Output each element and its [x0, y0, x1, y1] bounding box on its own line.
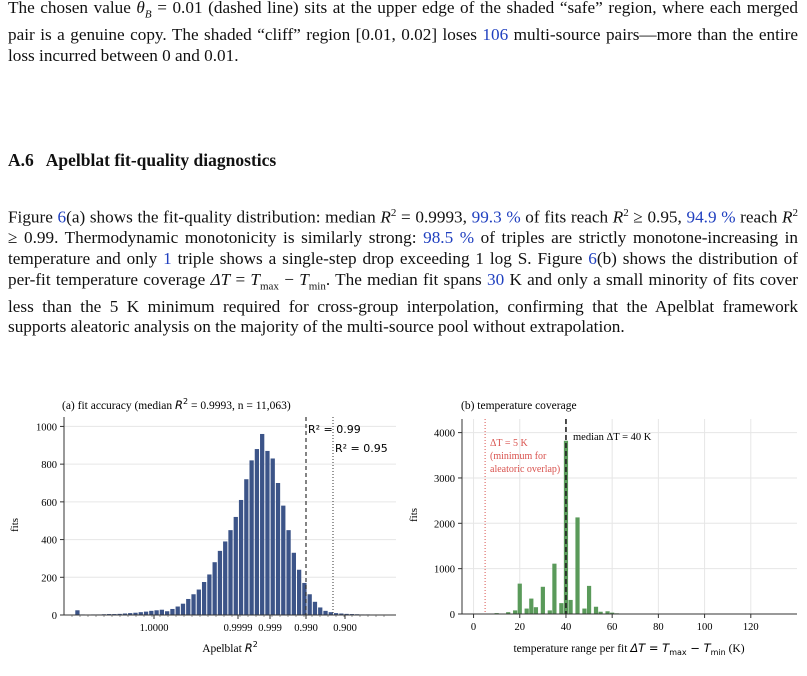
coverage-bar: [518, 584, 522, 614]
histogram-bar: [144, 612, 148, 615]
coverage-bar: [529, 599, 533, 614]
figure-caption-cropped: [8, 668, 798, 676]
figure-ref-link-2[interactable]: 6: [588, 248, 597, 268]
histogram-bar: [292, 553, 296, 615]
coverage-bar: [575, 517, 579, 614]
histogram-bar: [281, 506, 285, 615]
r2-099-label: R² = 0.99: [308, 423, 361, 436]
histogram-bar: [228, 530, 232, 615]
coverage-bar: [534, 607, 538, 614]
panel-b-xticks: [471, 614, 759, 633]
coverage-bar: [513, 610, 517, 614]
panel-b-figure: [405, 395, 805, 665]
min-label-1: ΔT = 5 K: [490, 438, 528, 449]
y-tick-label: 400: [41, 535, 57, 547]
y-tick-label: 200: [41, 573, 57, 585]
histogram-bar: [165, 611, 169, 615]
histogram-bar: [286, 530, 290, 615]
panel-a-figure: [0, 395, 400, 665]
histogram-bar: [313, 602, 317, 615]
section-heading: [8, 150, 276, 171]
min-label-2: (minimum for: [490, 451, 547, 462]
coverage-bar: [552, 564, 556, 614]
histogram-bar: [223, 541, 227, 615]
x-tick-label: 60: [606, 622, 618, 633]
histogram-bar: [170, 609, 174, 615]
x-tick-label: 0.9999: [223, 623, 253, 634]
x-tick-label: 120: [742, 622, 759, 633]
count-link[interactable]: 1: [163, 248, 172, 268]
histogram-bar: [213, 562, 217, 615]
pct-link-3[interactable]: 98.5 %: [423, 228, 475, 248]
x-tick-label: 0: [470, 622, 477, 633]
coverage-bar: [559, 603, 563, 614]
panel-a-title: (a) fit accuracy (median $R^2 = 0.9993$, n = 11,063): [62, 397, 291, 412]
x-tick-label: 20: [514, 622, 526, 633]
histogram-bar: [154, 610, 158, 615]
histogram-bar: [276, 483, 280, 615]
pct-link-1[interactable]: 99.3 %: [471, 207, 521, 227]
histogram-bar: [160, 610, 164, 615]
loss-count-link[interactable]: 106: [482, 25, 509, 45]
x-tick-label: 0.900: [333, 623, 357, 634]
histogram-bar: [239, 500, 243, 615]
median-span-link[interactable]: 30: [487, 269, 505, 289]
x-tick-label: 1.0000: [139, 623, 169, 634]
coverage-bar: [541, 587, 545, 614]
panel-a-ylabel: fits: [9, 517, 21, 533]
x-tick-label: 100: [696, 622, 713, 633]
histogram-bar: [249, 460, 253, 615]
histogram-bar: [207, 574, 211, 615]
median-label: median ΔT = 40 K: [573, 432, 652, 443]
x-tick-label: 40: [560, 622, 572, 633]
histogram-bar: [265, 451, 269, 615]
y-tick-label: 600: [41, 497, 57, 509]
coverage-bar: [594, 607, 598, 614]
coverage-bar: [587, 586, 591, 614]
panel-a-bars: [70, 434, 391, 615]
histogram-bar: [186, 599, 190, 615]
coverage-bar: [568, 600, 572, 614]
y-tick-label: 0: [449, 610, 455, 621]
histogram-bar: [181, 604, 185, 615]
histogram-bar: [255, 449, 259, 615]
coverage-bar: [548, 610, 552, 614]
panel-b-ylabel: fits: [408, 507, 420, 523]
panel-b-xlabel: temperature range per fit $\Delta T = T_{max} - T_{min}$ (K): [513, 641, 745, 657]
min-label-3: aleatoric overlap): [490, 464, 561, 475]
histogram-bar: [308, 594, 312, 615]
histogram-bar: [297, 570, 301, 615]
coverage-bar: [582, 609, 586, 614]
y-tick-label: 1000: [36, 422, 57, 434]
histogram-bar: [260, 434, 264, 615]
histogram-bar: [318, 607, 322, 615]
y-tick-label: 800: [41, 460, 57, 472]
pct-link-2[interactable]: 94.9 %: [686, 207, 736, 227]
y-tick-label: 3000: [434, 473, 455, 485]
prev-paragraph: The chosen value $\theta_B = 0.01$ (dashed line) sits at the upper edge of the shaded “safe” region, where each merged pair is a genuine copy. The shaded “cliff” region [0.01, 0.02] loses 106 multi-source pairs—more than the entire loss incurred between 0 and 0.01.: [8, 0, 799, 65]
histogram-bar: [234, 517, 238, 615]
panel-a-xticks: [72, 615, 384, 634]
panel-a-yticks: [36, 422, 64, 622]
section-title: Apelblat fit-quality diagnostics: [45, 150, 277, 170]
histogram-bar: [176, 607, 180, 615]
panel-a-xlabel: Apelblat $R^2$: [202, 640, 258, 655]
x-tick-label: 0.999: [258, 623, 282, 634]
histogram-bar: [218, 551, 222, 615]
section-number: A.6: [8, 150, 34, 170]
y-tick-label: 4000: [434, 428, 455, 440]
y-tick-label: 0: [51, 611, 57, 622]
r2-095-label: R² = 0.95: [335, 442, 388, 455]
histogram-bar: [75, 610, 79, 615]
histogram-bar: [323, 611, 327, 615]
histogram-bar: [191, 594, 195, 615]
y-tick-label: 2000: [434, 519, 455, 531]
histogram-bar: [197, 590, 201, 615]
panel-b-yticks: [434, 429, 462, 621]
histogram-bar: [202, 582, 206, 615]
x-tick-label: 80: [653, 622, 664, 633]
histogram-bar: [271, 458, 275, 615]
x-tick-label: 0.990: [294, 623, 318, 634]
histogram-bar: [244, 479, 248, 615]
body-paragraph: Figure 6(a) shows the fit-quality distribution: median $R^2 = 0.9993$, 99.3 % of fits reach $R^2 \ge 0.95$, 94.9 % reach $R^2 \ge 0.99$. Thermodynamic monotonicity is similarly strong: 98.5 % of triples are strictly monotone-increasing in temperature and only 1 triple shows a single-step drop exceeding 1 log S. Figure 6(b) shows the distribution of per-fit temperature coverage $\Delta T = T_{max} - T_{min}$. The median fit spans 30 K and only a small minority of fits cover less than the 5 K minimum required for cross-group interpolation, confirming that the Apelblat framework supports aleatoric analysis on the majority of the multi-source pool without extrapolation.: [8, 207, 799, 337]
y-tick-label: 1000: [434, 564, 455, 576]
panel-b-title: (b) temperature coverage: [461, 400, 577, 412]
coverage-bar: [525, 609, 529, 614]
histogram-bar: [149, 611, 153, 615]
figure-ref-link[interactable]: 6: [57, 207, 67, 227]
